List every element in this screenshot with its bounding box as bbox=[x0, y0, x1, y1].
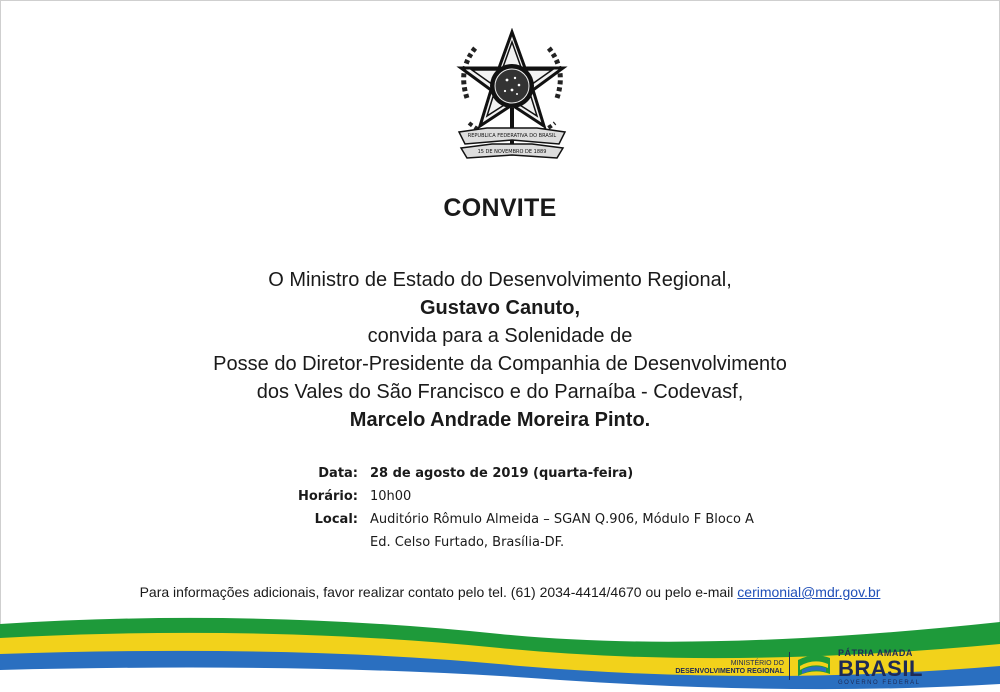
slogan-line-1: PÁTRIA AMADA bbox=[838, 648, 913, 658]
seal-text-top: REPUBLICA FEDERATIVA DO BRASIL bbox=[467, 133, 557, 139]
place-row-2 bbox=[270, 531, 754, 554]
body-line-4: Posse do Diretor-Presidente da Companhia de Desenvolvimento bbox=[213, 353, 787, 375]
invitation-body bbox=[0, 266, 1000, 434]
slogan-line-2: BRASIL bbox=[838, 656, 923, 681]
government-slogan bbox=[838, 648, 923, 687]
contact-info bbox=[0, 584, 1000, 600]
event-details bbox=[270, 462, 754, 554]
time-row bbox=[270, 485, 754, 508]
place-value-2: Ed. Celso Furtado, Brasília-DF. bbox=[370, 535, 565, 550]
seal-text-bottom: 15 DE NOVEMBRO DE 1889 bbox=[477, 149, 547, 155]
time-label: Horário: bbox=[298, 489, 358, 504]
place-row bbox=[270, 508, 754, 531]
brazil-flag-icon bbox=[796, 650, 832, 680]
date-value: 28 de agosto de 2019 (quarta-feira) bbox=[370, 466, 634, 481]
invitation-title: CONVITE bbox=[443, 194, 557, 222]
ministry-line-2: DESENVOLVIMENTO REGIONAL bbox=[675, 668, 784, 675]
time-value: 10h00 bbox=[370, 489, 412, 504]
body-line-5: dos Vales do São Francisco e do Parnaíba - Codevasf, bbox=[256, 381, 744, 403]
ministry-line-1: MINISTÉRIO DO bbox=[730, 660, 784, 667]
contact-text: Para informações adicionais, favor realizar contato pelo tel. (61) 2034-4414/4670 ou pelo e-mail bbox=[139, 584, 738, 600]
contact-email-link[interactable]: cerimonial@mdr.gov.br bbox=[737, 584, 881, 600]
footer-divider bbox=[789, 652, 790, 680]
nominee-name: Marcelo Andrade Moreira Pinto. bbox=[349, 409, 651, 431]
slogan-line-3: GOVERNO FEDERAL bbox=[838, 680, 921, 686]
place-value-1: Auditório Rômulo Almeida – SGAN Q.906, Módulo F Bloco A bbox=[370, 512, 754, 527]
date-label: Data: bbox=[318, 466, 358, 481]
date-row bbox=[270, 462, 754, 485]
body-line-3: convida para a Solenidade de bbox=[367, 325, 633, 347]
ministry-logo-text bbox=[672, 660, 784, 676]
place-label: Local: bbox=[314, 512, 358, 527]
body-line-1: O Ministro de Estado do Desenvolvimento Regional, bbox=[268, 269, 732, 291]
minister-name: Gustavo Canuto, bbox=[419, 297, 580, 319]
brazil-coat-of-arms-icon bbox=[447, 28, 577, 162]
